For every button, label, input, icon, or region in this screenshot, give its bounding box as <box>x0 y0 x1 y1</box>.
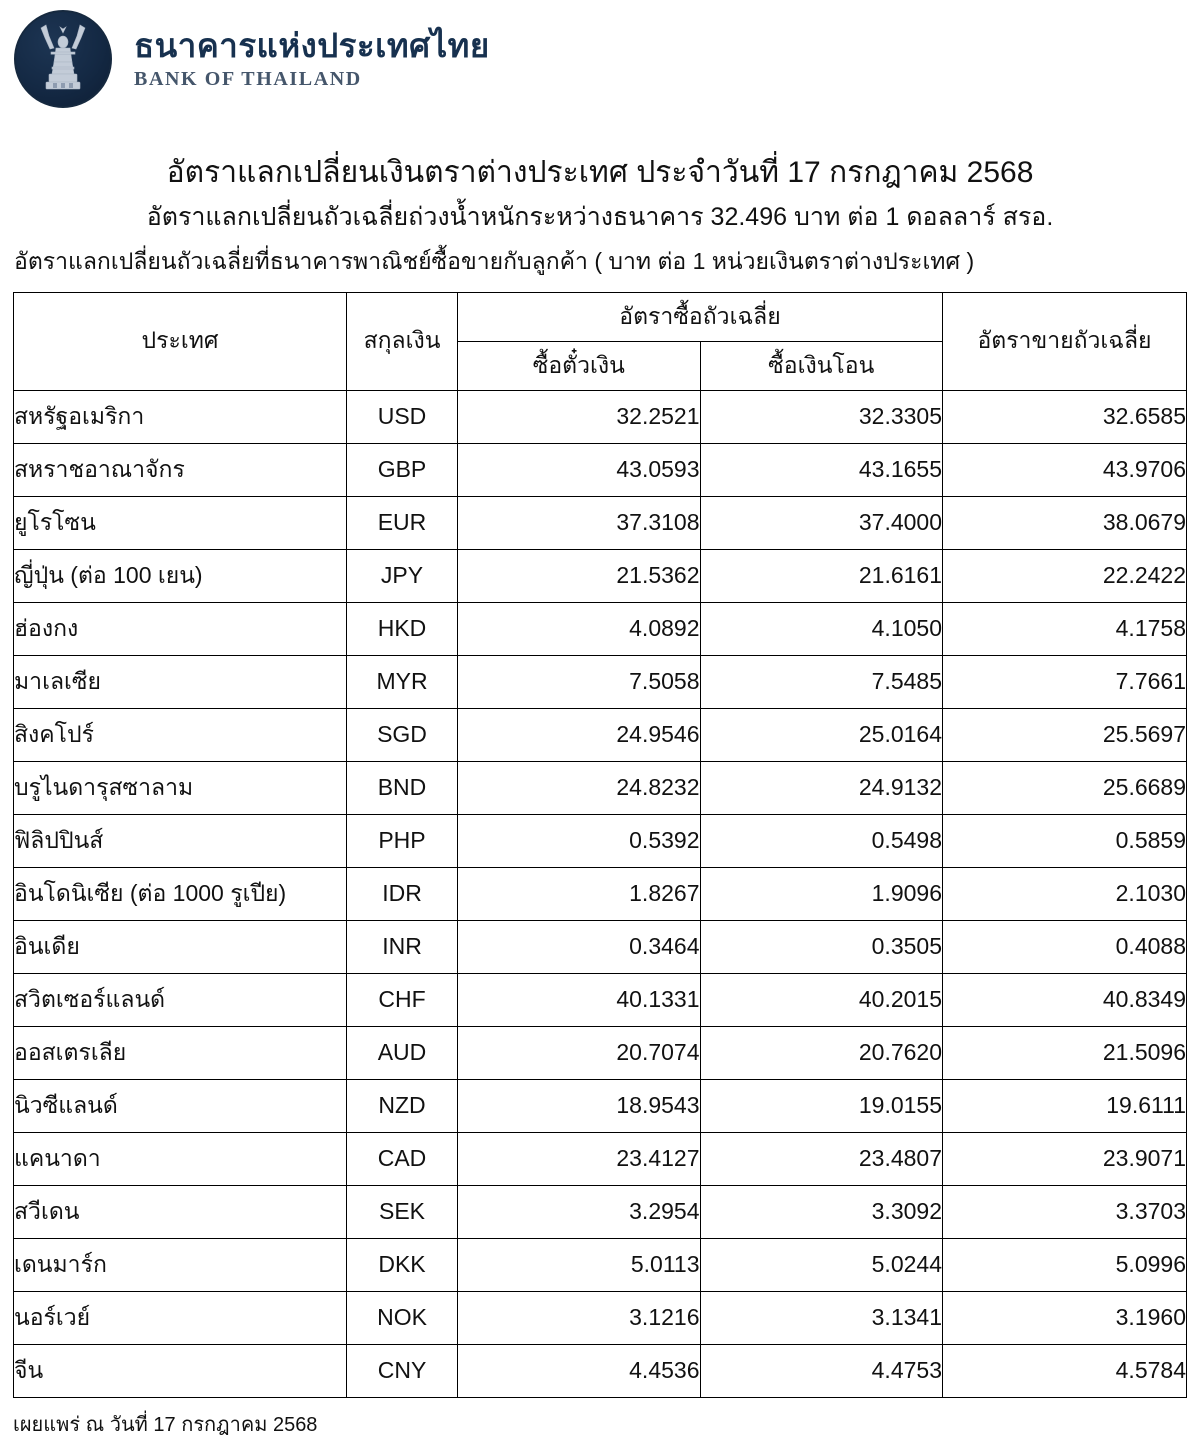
cell-currency-code: EUR <box>347 496 458 549</box>
brand-block <box>134 29 490 89</box>
cell-buy-bill: 40.1331 <box>458 973 701 1026</box>
table-row <box>14 973 1187 1026</box>
cell-country: สวิตเซอร์แลนด์ <box>14 973 347 1026</box>
cell-sell: 22.2422 <box>943 549 1187 602</box>
cell-country: ฮ่องกง <box>14 602 347 655</box>
cell-sell: 0.4088 <box>943 920 1187 973</box>
cell-buy-bill: 21.5362 <box>458 549 701 602</box>
bot-seal-icon <box>14 10 112 108</box>
cell-currency-code: HKD <box>347 602 458 655</box>
cell-country: นิวซีแลนด์ <box>14 1079 347 1132</box>
table-row <box>14 867 1187 920</box>
table-row <box>14 1185 1187 1238</box>
cell-buy-transfer: 5.0244 <box>700 1238 943 1291</box>
cell-buy-bill: 0.3464 <box>458 920 701 973</box>
cell-buy-transfer: 20.7620 <box>700 1026 943 1079</box>
cell-buy-bill: 24.8232 <box>458 761 701 814</box>
cell-buy-bill: 3.1216 <box>458 1291 701 1344</box>
cell-sell: 32.6585 <box>943 390 1187 443</box>
cell-buy-bill: 43.0593 <box>458 443 701 496</box>
cell-sell: 4.1758 <box>943 602 1187 655</box>
cell-buy-bill: 7.5058 <box>458 655 701 708</box>
table-head <box>14 292 1187 390</box>
cell-country: เดนมาร์ก <box>14 1238 347 1291</box>
table-row <box>14 496 1187 549</box>
exchange-rate-table <box>13 292 1187 1398</box>
cell-country: อินเดีย <box>14 920 347 973</box>
table-row <box>14 814 1187 867</box>
title-block <box>0 154 1200 276</box>
cell-buy-bill: 18.9543 <box>458 1079 701 1132</box>
cell-buy-transfer: 4.4753 <box>700 1344 943 1397</box>
table-row <box>14 602 1187 655</box>
cell-currency-code: INR <box>347 920 458 973</box>
table-row <box>14 708 1187 761</box>
cell-currency-code: SGD <box>347 708 458 761</box>
table-row <box>14 390 1187 443</box>
cell-buy-bill: 3.2954 <box>458 1185 701 1238</box>
table-row <box>14 1344 1187 1397</box>
cell-buy-bill: 4.0892 <box>458 602 701 655</box>
masthead <box>0 0 1200 104</box>
cell-sell: 3.3703 <box>943 1185 1187 1238</box>
cell-buy-transfer: 25.0164 <box>700 708 943 761</box>
cell-currency-code: MYR <box>347 655 458 708</box>
cell-country: จีน <box>14 1344 347 1397</box>
cell-currency-code: AUD <box>347 1026 458 1079</box>
cell-currency-code: USD <box>347 390 458 443</box>
cell-buy-transfer: 40.2015 <box>700 973 943 1026</box>
cell-sell: 38.0679 <box>943 496 1187 549</box>
cell-buy-transfer: 23.4807 <box>700 1132 943 1185</box>
published-date: เผยแพร่ ณ วันที่ 17 กรกฎาคม 2568 <box>13 1413 318 1436</box>
cell-sell: 23.9071 <box>943 1132 1187 1185</box>
cell-currency-code: BND <box>347 761 458 814</box>
cell-currency-code: NOK <box>347 1291 458 1344</box>
cell-buy-transfer: 3.1341 <box>700 1291 943 1344</box>
brand-name-en: BANK OF THAILAND <box>134 68 362 90</box>
cell-buy-bill: 20.7074 <box>458 1026 701 1079</box>
table-row <box>14 1132 1187 1185</box>
cell-buy-transfer: 0.3505 <box>700 920 943 973</box>
cell-country: แคนาดา <box>14 1132 347 1185</box>
cell-currency-code: IDR <box>347 867 458 920</box>
cell-sell: 40.8349 <box>943 973 1187 1026</box>
cell-currency-code: CAD <box>347 1132 458 1185</box>
cell-country: มาเลเซีย <box>14 655 347 708</box>
cell-buy-bill: 23.4127 <box>458 1132 701 1185</box>
cell-sell: 7.7661 <box>943 655 1187 708</box>
cell-country: ยูโรโซน <box>14 496 347 549</box>
cell-buy-transfer: 19.0155 <box>700 1079 943 1132</box>
table-row <box>14 920 1187 973</box>
cell-sell: 5.0996 <box>943 1238 1187 1291</box>
cell-country: สหรัฐอเมริกา <box>14 390 347 443</box>
cell-country: สิงคโปร์ <box>14 708 347 761</box>
cell-buy-bill: 24.9546 <box>458 708 701 761</box>
table-header-row-primary <box>14 292 1187 341</box>
cell-sell: 4.5784 <box>943 1344 1187 1397</box>
cell-currency-code: GBP <box>347 443 458 496</box>
cell-sell: 21.5096 <box>943 1026 1187 1079</box>
cell-buy-transfer: 7.5485 <box>700 655 943 708</box>
cell-country: บรูไนดารุสซาลาม <box>14 761 347 814</box>
col-header-buy-bill: ซื้อตั๋วเงิน <box>458 341 701 390</box>
cell-buy-transfer: 32.3305 <box>700 390 943 443</box>
brand-name-th: ธนาคารแห่งประเทศไทย <box>134 27 490 64</box>
cell-buy-bill: 5.0113 <box>458 1238 701 1291</box>
col-header-sell: อัตราขายถัวเฉลี่ย <box>943 292 1187 390</box>
cell-buy-transfer: 1.9096 <box>700 867 943 920</box>
cell-currency-code: NZD <box>347 1079 458 1132</box>
col-header-buy-group: อัตราซื้อถัวเฉลี่ย <box>458 292 943 341</box>
cell-sell: 3.1960 <box>943 1291 1187 1344</box>
cell-buy-transfer: 43.1655 <box>700 443 943 496</box>
col-header-country: ประเทศ <box>14 292 347 390</box>
cell-country: อินโดนิเซีย (ต่อ 1000 รูเปีย) <box>14 867 347 920</box>
cell-buy-transfer: 21.6161 <box>700 549 943 602</box>
table-row <box>14 761 1187 814</box>
table-row <box>14 1026 1187 1079</box>
cell-country: สวีเดน <box>14 1185 347 1238</box>
cell-currency-code: JPY <box>347 549 458 602</box>
cell-buy-bill: 1.8267 <box>458 867 701 920</box>
cell-country: สหราชอาณาจักร <box>14 443 347 496</box>
cell-buy-transfer: 24.9132 <box>700 761 943 814</box>
cell-country: ญี่ปุ่น (ต่อ 100 เยน) <box>14 549 347 602</box>
exchange-rate-table-wrap <box>0 292 1200 1398</box>
cell-currency-code: PHP <box>347 814 458 867</box>
col-header-buy-transfer: ซื้อเงินโอน <box>700 341 943 390</box>
cell-sell: 25.6689 <box>943 761 1187 814</box>
table-body <box>14 390 1187 1397</box>
cell-sell: 2.1030 <box>943 867 1187 920</box>
cell-country: ฟิลิปปินส์ <box>14 814 347 867</box>
cell-sell: 19.6111 <box>943 1079 1187 1132</box>
table-row <box>14 1238 1187 1291</box>
cell-buy-transfer: 4.1050 <box>700 602 943 655</box>
page-note: อัตราแลกเปลี่ยนถัวเฉลี่ยที่ธนาคารพาณิชย์ซื้อขายกับลูกค้า ( บาท ต่อ 1 หน่วยเงินตราต่างประเทศ ) <box>14 247 975 274</box>
cell-buy-bill: 37.3108 <box>458 496 701 549</box>
table-row <box>14 1079 1187 1132</box>
cell-currency-code: CHF <box>347 973 458 1026</box>
cell-currency-code: DKK <box>347 1238 458 1291</box>
cell-country: ออสเตรเลีย <box>14 1026 347 1079</box>
table-row <box>14 1291 1187 1344</box>
cell-sell: 25.5697 <box>943 708 1187 761</box>
cell-buy-bill: 4.4536 <box>458 1344 701 1397</box>
cell-sell: 0.5859 <box>943 814 1187 867</box>
cell-buy-transfer: 0.5498 <box>700 814 943 867</box>
cell-sell: 43.9706 <box>943 443 1187 496</box>
cell-buy-transfer: 37.4000 <box>700 496 943 549</box>
col-header-currency: สกุลเงิน <box>347 292 458 390</box>
cell-currency-code: SEK <box>347 1185 458 1238</box>
cell-buy-bill: 0.5392 <box>458 814 701 867</box>
page-title: อัตราแลกเปลี่ยนเงินตราต่างประเทศ ประจำวันที่ 17 กรกฎาคม 2568 <box>166 156 1034 189</box>
table-row <box>14 443 1187 496</box>
cell-country: นอร์เวย์ <box>14 1291 347 1344</box>
table-row <box>14 655 1187 708</box>
cell-buy-bill: 32.2521 <box>458 390 701 443</box>
page-subtitle: อัตราแลกเปลี่ยนถัวเฉลี่ยถ่วงน้ำหนักระหว่างธนาคาร 32.496 บาท ต่อ 1 ดอลลาร์ สรอ. <box>146 202 1054 231</box>
cell-currency-code: CNY <box>347 1344 458 1397</box>
table-row <box>14 549 1187 602</box>
cell-buy-transfer: 3.3092 <box>700 1185 943 1238</box>
